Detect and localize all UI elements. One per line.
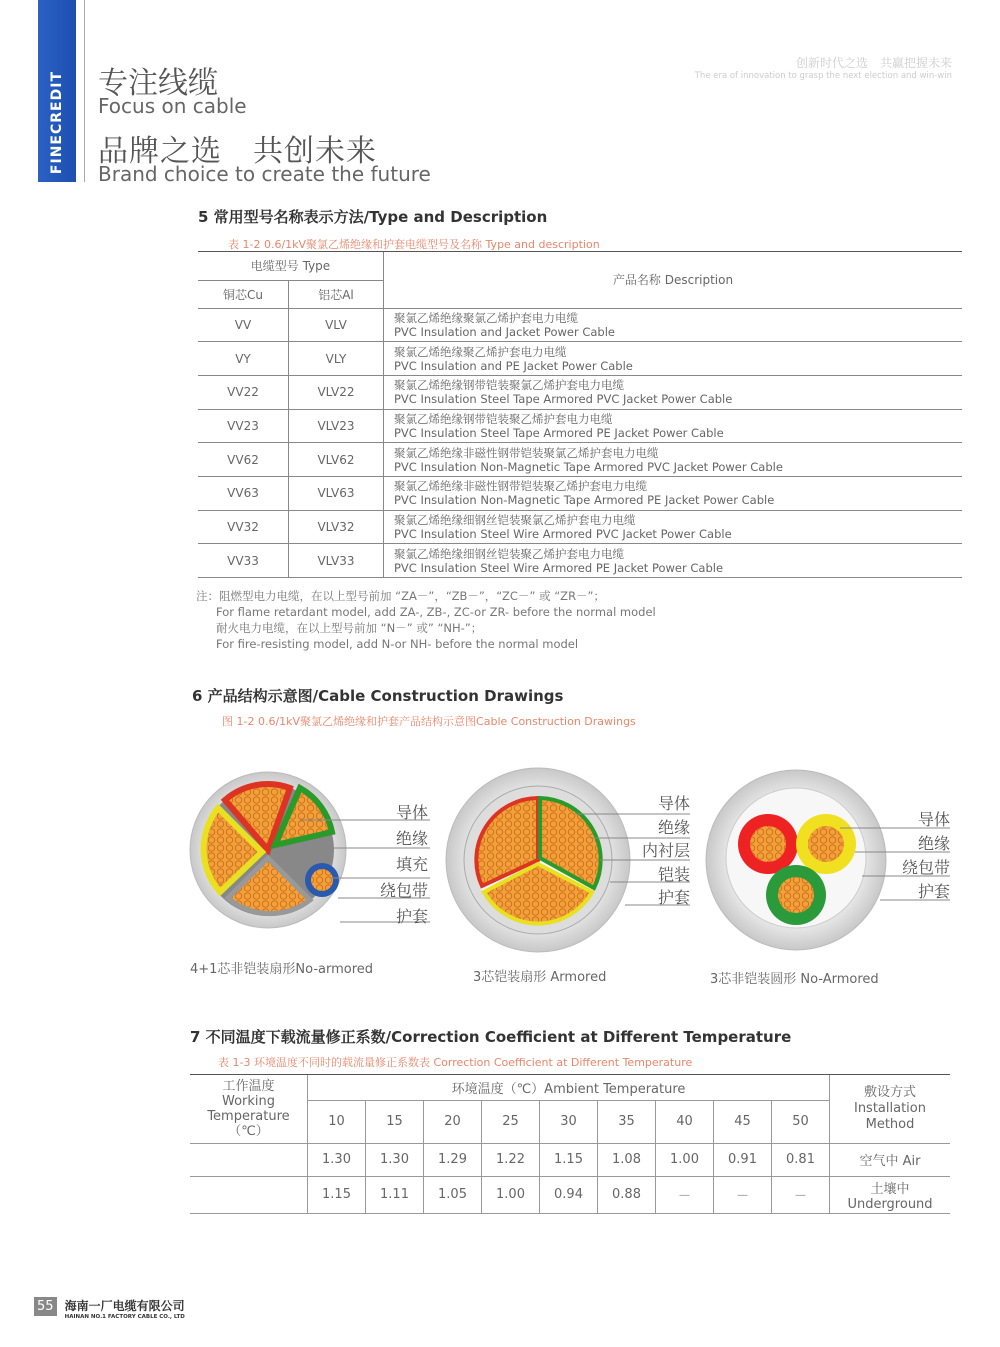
component-label: 护套 — [917, 882, 950, 901]
table-row — [198, 342, 962, 376]
temp-header: 50 — [772, 1100, 830, 1143]
table1-caption: 表 1-2 0.6/1kV聚氯乙烯绝缘和护套电缆型号及名称 Type and description — [228, 238, 600, 251]
desc-cn: 聚氯乙烯绝缘非磁性钢带铠装聚乙烯护套电力电缆 — [394, 479, 647, 494]
table-row — [198, 409, 962, 443]
temp-header: 35 — [598, 1100, 656, 1143]
section6-title: 6 产品结构示意图/Cable Construction Drawings — [192, 687, 564, 705]
head-working-temp — [190, 1075, 308, 1143]
desc-cn: 聚氯乙烯绝缘聚乙烯护套电力电缆 — [394, 344, 567, 359]
cell-al: VLV — [289, 308, 384, 342]
note: For fire-resisting model, add N-or NH- before the normal model — [216, 637, 579, 651]
component-label: 导体 — [395, 803, 428, 822]
cell-coefficient: 0.81 — [772, 1143, 830, 1176]
table-row — [198, 510, 962, 544]
table-notes — [196, 588, 656, 652]
desc-en: PVC Insulation Steel Tape Armored PVC Jacket Power Cable — [394, 392, 733, 407]
desc-cn: 聚氯乙烯绝缘细钢丝铠装聚氯乙烯护套电力电缆 — [394, 512, 636, 527]
note: 注：阻燃型电力电缆，在以上型号前加 “ZA－”，“ZB－”，“ZC－” 或 “ZR－”； — [196, 589, 606, 603]
table-row — [198, 544, 962, 578]
cell-coefficient: 1.15 — [540, 1143, 598, 1176]
drawings-caption: 图 1-2 0.6/1kV聚氯乙烯绝缘和护套产品结构示意图Cable Construction Drawings — [222, 715, 636, 728]
component-label: 护套 — [395, 907, 428, 926]
cell-coefficient: 1.22 — [482, 1143, 540, 1176]
table-row — [198, 308, 962, 342]
brand-name: FINECREDIT — [49, 70, 65, 174]
slogan-cn: 创新时代之选 共赢把握未来 — [795, 56, 952, 70]
table-row — [190, 1143, 950, 1176]
section7-title: 7 不同温度下载流量修正系数/Correction Coefficient at Different Temperature — [190, 1028, 792, 1046]
cell-coefficient: 1.00 — [656, 1143, 714, 1176]
head-text: Installation Method — [853, 1100, 926, 1132]
temp-header: 10 — [308, 1100, 366, 1143]
component-label: 绝缘 — [917, 834, 950, 853]
head-text: 敷设方式 — [863, 1084, 916, 1100]
footer — [34, 1297, 185, 1320]
desc-cn: 聚氯乙烯绝缘聚氯乙烯护套电力电缆 — [394, 310, 578, 325]
cell-coefficient: 1.30 — [366, 1143, 424, 1176]
component-label: 护套 — [657, 888, 690, 907]
divider — [84, 0, 85, 182]
drawing-caption: 4+1芯非铠装扇形No-armored — [190, 962, 374, 977]
component-label: 填充 — [395, 855, 428, 874]
component-label: 导体 — [657, 794, 690, 813]
cell-coefficient: 1.30 — [308, 1143, 366, 1176]
head-text: 工作温度 — [222, 1078, 275, 1094]
subtitle-cn: 品牌之选 共创未来 — [98, 134, 377, 169]
note: 耐火电力电缆，在以上型号前加 “N－” 或” “NH-”； — [216, 621, 483, 635]
head-al: 铝芯Al — [289, 280, 384, 308]
table-row — [198, 375, 962, 409]
cell-cu: VV33 — [198, 544, 289, 578]
head-method — [830, 1075, 951, 1143]
cell-coefficient: 1.00 — [482, 1176, 540, 1213]
slogan-en: The era of innovation to grasp the next election and win-win — [694, 71, 952, 81]
cell-desc — [384, 544, 963, 578]
cell-desc — [384, 443, 963, 477]
desc-cn: 聚氯乙烯绝缘非磁性钢带铠装聚氯乙烯护套电力电缆 — [394, 445, 659, 460]
desc-en: PVC Insulation and Jacket Power Cable — [394, 324, 615, 339]
slogan — [695, 54, 952, 81]
cell-al: VLV62 — [289, 443, 384, 477]
cell-coefficient: － — [772, 1176, 830, 1213]
type-table — [198, 252, 962, 578]
cell-desc — [384, 342, 963, 376]
cell-cu: VV32 — [198, 510, 289, 544]
cell-cu: VV — [198, 308, 289, 342]
page-number: 55 — [34, 1297, 57, 1316]
temp-header: 15 — [366, 1100, 424, 1143]
cell-desc — [384, 375, 963, 409]
cell-method: 土壤中 Underground — [830, 1176, 951, 1213]
table-row — [198, 443, 962, 477]
cell-coefficient: 1.08 — [598, 1143, 656, 1176]
title-cn: 专注线缆 — [98, 66, 218, 101]
component-label: 绕包带 — [379, 881, 428, 900]
cell-coefficient: 1.15 — [308, 1176, 366, 1213]
cell-desc — [384, 308, 963, 342]
subtitle-en: Brand choice to create the future — [98, 162, 431, 186]
temp-header: 20 — [424, 1100, 482, 1143]
cable-3core-round-no-armored — [706, 770, 886, 950]
cell-empty — [190, 1143, 308, 1176]
head-ambient: 环境温度（℃）Ambient Temperature — [308, 1075, 830, 1100]
head-cu: 铜芯Cu — [198, 280, 289, 308]
component-label: 铠装 — [657, 864, 690, 884]
cell-cu: VY — [198, 342, 289, 376]
drawing-caption: 3芯铠装扇形 Armored — [473, 970, 607, 985]
cell-coefficient: 0.94 — [540, 1176, 598, 1213]
cell-cu: VV62 — [198, 443, 289, 477]
company-en: HAINAN NO.1 FACTORY CABLE CO., LTD — [64, 1314, 185, 1320]
component-label: 绕包带 — [901, 858, 950, 877]
cell-desc — [384, 409, 963, 443]
desc-cn: 聚氯乙烯绝缘钢带铠装聚氯乙烯护套电力电缆 — [394, 378, 624, 393]
cell-coefficient: 1.29 — [424, 1143, 482, 1176]
cell-al: VLV63 — [289, 476, 384, 510]
component-label: 绝缘 — [395, 829, 428, 848]
cell-empty — [190, 1176, 308, 1213]
cell-al: VLV22 — [289, 375, 384, 409]
drawing-caption: 3芯非铠装圆形 No-Armored — [710, 972, 879, 987]
desc-en: PVC Insulation Steel Wire Armored PE Jacket Power Cable — [394, 560, 724, 575]
cell-coefficient: 0.91 — [714, 1143, 772, 1176]
desc-en: PVC Insulation Steel Tape Armored PE Jacket Power Cable — [394, 425, 724, 440]
head-desc: 产品名称 Description — [384, 252, 963, 308]
desc-en: PVC Insulation Non-Magnetic Tape Armored PE Jacket Power Cable — [394, 493, 775, 508]
temp-header: 30 — [540, 1100, 598, 1143]
cell-al: VLV32 — [289, 510, 384, 544]
title-en: Focus on cable — [98, 94, 247, 118]
temp-header: 25 — [482, 1100, 540, 1143]
cell-al: VLY — [289, 342, 384, 376]
cell-coefficient: － — [714, 1176, 772, 1213]
table-row — [198, 476, 962, 510]
desc-en: PVC Insulation and PE Jacket Power Cable — [394, 358, 633, 373]
head-type: 电缆型号 Type — [198, 252, 384, 280]
desc-cn: 聚氯乙烯绝缘钢带铠装聚乙烯护套电力电缆 — [394, 411, 613, 426]
cell-cu: VV23 — [198, 409, 289, 443]
table-row — [190, 1176, 950, 1213]
temp-header: 45 — [714, 1100, 772, 1143]
component-label: 内衬层 — [641, 841, 690, 860]
desc-en: PVC Insulation Non-Magnetic Tape Armored PVC Jacket Power Cable — [394, 459, 783, 474]
cell-desc — [384, 510, 963, 544]
section5-title: 5 常用型号名称表示方法/Type and Description — [198, 208, 548, 226]
cell-desc — [384, 476, 963, 510]
desc-en: PVC Insulation Steel Wire Armored PVC Jacket Power Cable — [394, 526, 732, 541]
cable-drawings — [0, 740, 1000, 1000]
cell-method: 空气中 Air — [830, 1143, 951, 1176]
head-text: （℃） — [228, 1123, 269, 1139]
component-label: 绝缘 — [657, 817, 690, 837]
temp-header: 40 — [656, 1100, 714, 1143]
cell-coefficient: 1.05 — [424, 1176, 482, 1213]
cell-cu: VV63 — [198, 476, 289, 510]
cell-coefficient: － — [656, 1176, 714, 1213]
cell-coefficient: 0.88 — [598, 1176, 656, 1213]
company-cn: 海南一厂电缆有限公司 — [64, 1299, 185, 1313]
desc-cn: 聚氯乙烯绝缘细钢丝铠装聚乙烯护套电力电缆 — [394, 546, 624, 561]
component-label: 导体 — [917, 810, 950, 829]
correction-table — [190, 1075, 950, 1214]
cell-coefficient: 1.11 — [366, 1176, 424, 1213]
note: For flame retardant model, add ZA-, ZB-, ZC-or ZR- before the normal model — [216, 605, 656, 619]
cell-al: VLV23 — [289, 409, 384, 443]
head-text: Temperature — [207, 1108, 290, 1124]
table2-caption: 表 1-3 环境温度不同时的载流量修正系数表 Correction Coefficient at Different Temperature — [218, 1056, 693, 1069]
cell-al: VLV33 — [289, 544, 384, 578]
head-text: Working — [221, 1093, 276, 1109]
cell-cu: VV22 — [198, 375, 289, 409]
cable-4plus1-no-armored — [190, 772, 346, 928]
